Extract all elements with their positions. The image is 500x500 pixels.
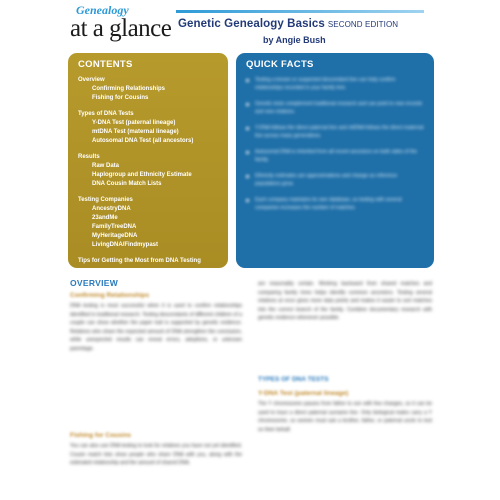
overview-paragraph-1: DNA testing is most successful when it is used to confirm relationships identified in traditional research. Testing descendants of different children of a couple can show whether the paper trail is supported by genetic evidence. Relatives who share the expected amount of DNA strengthen the conclusion, while unexpected results can reveal errors, adoptions, or unknown parentage. — [70, 303, 242, 352]
quick-fact-item: Genetic tests complement traditional research and can point to new records and new relatives. — [246, 100, 424, 116]
quick-fact-item: Ethnicity estimates are approximations and change as reference populations grow. — [246, 172, 424, 188]
confirming-relationships-heading: Confirming Relationships — [70, 292, 150, 299]
contents-section-head[interactable]: Types of DNA Tests — [78, 111, 134, 117]
contents-tips[interactable]: Tips for Getting the Most from DNA Testing — [78, 258, 201, 264]
title-text: Genetic Genealogy Basics — [178, 18, 325, 30]
brand-small-text: Genealogy — [76, 3, 129, 17]
contents-item[interactable]: Fishing for Cousins — [92, 95, 149, 101]
edition-label: SECOND EDITION — [327, 20, 399, 29]
y-dna-heading: Y-DNA Test (paternal lineage) — [258, 390, 349, 397]
contents-item[interactable]: LivingDNA/Findmypast — [92, 242, 159, 248]
quick-facts-list — [246, 76, 424, 212]
contents-section-companies — [78, 196, 218, 250]
contents-item[interactable]: Autosomal DNA Test (all ancestors) — [92, 138, 194, 144]
quick-fact-item: Each company maintains its own database, so testing with several companies increases the number of matches. — [246, 196, 424, 212]
quick-fact-item: Autosomal DNA is inherited from all recent ancestors on both sides of the family. — [246, 148, 424, 164]
brand-big-text: at a glance — [70, 15, 172, 42]
contents-section-results — [78, 153, 218, 189]
contents-item[interactable]: mtDNA Test (maternal lineage) — [92, 129, 179, 135]
contents-section-overview — [78, 76, 218, 103]
contents-box — [68, 53, 228, 268]
contents-section-head[interactable]: Testing Companies — [78, 197, 133, 203]
contents-section-head[interactable]: Results — [78, 154, 100, 160]
overview-heading: OVERVIEW — [70, 278, 119, 288]
fishing-for-cousins-heading: Fishing for Cousins — [70, 432, 132, 439]
contents-item[interactable]: Y-DNA Test (paternal lineage) — [92, 120, 176, 126]
author-line: by Angie Bush — [263, 35, 326, 45]
contents-section-head[interactable]: Overview — [78, 77, 105, 83]
contents-item[interactable]: Confirming Relationships — [92, 86, 166, 92]
contents-title: CONTENTS — [78, 59, 133, 70]
contents-item[interactable]: Haplogroup and Ethnicity Estimate — [92, 172, 192, 178]
overview-paragraph-3: are reasonably certain. Working backward from shared matches and comparing family trees helps identify common ancestors. Testing several relatives at once gives more data points and makes it easier to sort matches into the correct branch of the family. Combine documentary research with genetic evidence whenever possible. — [258, 281, 432, 321]
contents-item[interactable]: Raw Data — [92, 163, 120, 169]
contents-item[interactable]: FamilyTreeDNA — [92, 224, 137, 230]
contents-item[interactable]: DNA Cousin Match Lists — [92, 181, 162, 187]
types-of-dna-tests-heading: TYPES OF DNA TESTS — [258, 376, 329, 383]
quick-facts-title: QUICK FACTS — [246, 59, 314, 70]
quick-facts-box — [236, 53, 434, 268]
contents-section-types — [78, 110, 218, 146]
y-dna-paragraph: The Y chromosome passes from father to son with few changes, so it can be used to trace a direct paternal surname line. Only biological males carry a Y chromosome, so women must ask a brother, father, or paternal uncle to test on their behalf. — [258, 401, 432, 433]
brand-logo — [70, 4, 180, 42]
overview-paragraph-2: You can also use DNA testing to look for relatives you have not yet identified. Cousin match lists show people who share DNA with you, along with the estimated relationship and the amount of shared DNA. — [70, 443, 242, 466]
quick-fact-item: Y-DNA follows the direct paternal line and mtDNA follows the direct maternal line across many generations. — [246, 124, 424, 140]
title-rule — [176, 10, 424, 13]
contents-item[interactable]: MyHeritageDNA — [92, 233, 138, 239]
contents-item[interactable]: AncestryDNA — [92, 206, 131, 212]
page-title — [178, 18, 398, 30]
contents-item[interactable]: 23andMe — [92, 215, 118, 221]
quick-fact-item: Testing a known or suspected descendant line can help confirm relationships recorded in your family tree. — [246, 76, 424, 92]
